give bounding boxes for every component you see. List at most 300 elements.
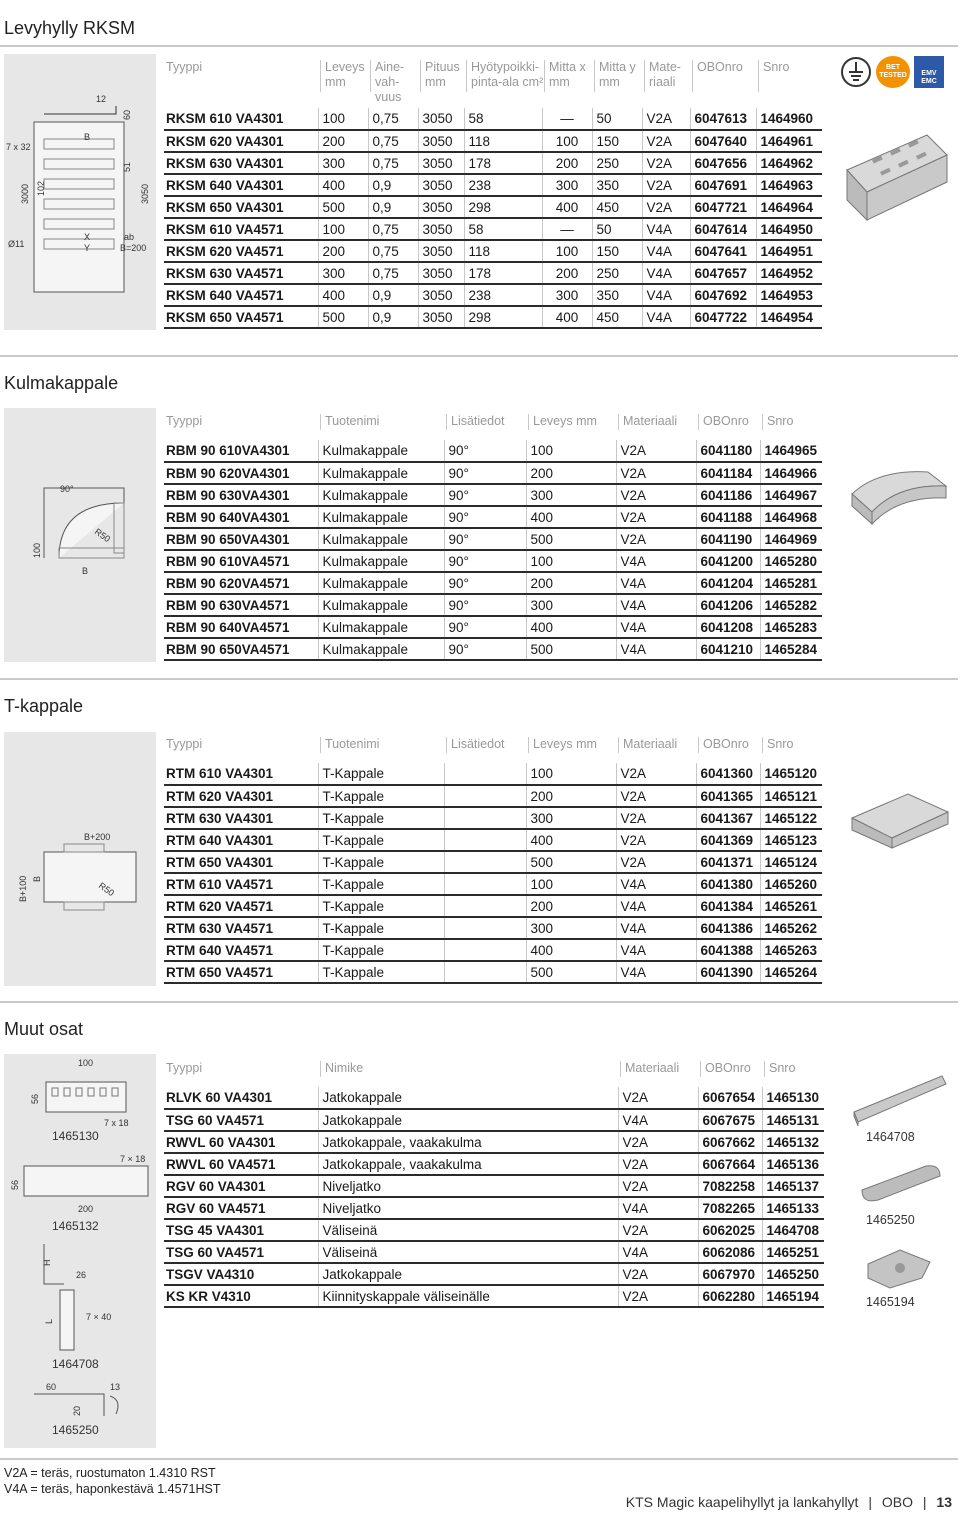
table-cell: 6047691 xyxy=(690,174,756,196)
table-cell: 6067970 xyxy=(698,1263,762,1285)
table-cell: 1464961 xyxy=(756,130,822,152)
column-header: Tuotenimi xyxy=(320,737,446,753)
dim-13: 13 xyxy=(110,1382,121,1392)
table-cell: V4A xyxy=(616,638,696,660)
table-cell: V4A xyxy=(642,306,690,328)
table-row xyxy=(164,807,822,829)
table-cell: V2A xyxy=(618,1263,698,1285)
table-cell: 300 xyxy=(318,152,368,174)
table-row xyxy=(164,174,822,196)
table-cell: 6041371 xyxy=(696,851,760,873)
table-row xyxy=(164,130,822,152)
table-cell: 6067675 xyxy=(698,1109,762,1131)
table-cell: 100 xyxy=(542,240,592,262)
table-cell: 6041204 xyxy=(696,572,760,594)
table-cell: RWVL 60 VA4301 xyxy=(164,1131,318,1153)
table-cell xyxy=(444,895,526,917)
dim-56b: 56 xyxy=(10,1179,20,1190)
code-1465250: 1465250 xyxy=(52,1423,99,1437)
table-cell: 6041384 xyxy=(696,895,760,917)
table-cell: 1465281 xyxy=(760,572,822,594)
dim-60: 60 xyxy=(46,1382,57,1392)
table-row xyxy=(164,284,822,306)
column-header: Lisätiedot xyxy=(446,414,528,430)
column-header: OBOnro xyxy=(692,60,758,92)
table-cell: T-Kappale xyxy=(318,807,444,829)
table-row xyxy=(164,1219,824,1241)
table-cell: TSGV VA4310 xyxy=(164,1263,318,1285)
table-row xyxy=(164,763,822,785)
table-cell: 50 xyxy=(592,218,642,240)
table-row xyxy=(164,895,822,917)
column-header: Tyyppi xyxy=(166,1061,203,1075)
table-cell: V2A xyxy=(616,829,696,851)
column-header: Lisätiedot xyxy=(446,737,528,753)
dim-100: 100 xyxy=(78,1058,94,1068)
column-header: Leveys mm xyxy=(320,60,370,92)
section-title-muut: Muut osat xyxy=(4,1019,84,1039)
product-photo-corner xyxy=(848,464,952,528)
table-cell xyxy=(444,917,526,939)
table-cell: 200 xyxy=(526,895,616,917)
dim-B200: B+200 xyxy=(84,832,111,842)
table-cell: V2A xyxy=(642,130,690,152)
table-cell: 3050 xyxy=(418,152,464,174)
table-cell: 0,75 xyxy=(368,152,418,174)
table-cell: V4A xyxy=(642,262,690,284)
table-cell: V2A xyxy=(616,807,696,829)
table-cell: 6041184 xyxy=(696,462,760,484)
photo-label-1464708: 1464708 xyxy=(866,1130,915,1144)
table-cell: 1465280 xyxy=(760,550,822,572)
table-cell: Jatkokappale, vaakakulma xyxy=(318,1153,618,1175)
table-cell: 100 xyxy=(318,218,368,240)
table-cell: RKSM 610 VA4301 xyxy=(164,108,318,130)
table-cell: 300 xyxy=(542,174,592,196)
table-cell: 238 xyxy=(464,284,542,306)
table-cell: 6041365 xyxy=(696,785,760,807)
table-cell: V4A xyxy=(616,594,696,616)
column-header: Pituus mm xyxy=(420,60,466,92)
table-row xyxy=(164,1153,824,1175)
table-cell: V2A xyxy=(618,1219,698,1241)
dim-R50: R50 xyxy=(92,526,113,545)
table-header-muut xyxy=(166,1061,826,1077)
table-cell: Kiinnityskappale väliseinälle xyxy=(318,1285,618,1307)
column-header: Mitta x mm xyxy=(544,60,594,92)
table-row xyxy=(164,550,822,572)
table-cell: 1464960 xyxy=(756,108,822,130)
table-cell: 0,9 xyxy=(368,196,418,218)
table-cell: 300 xyxy=(526,484,616,506)
column-header: Hyötypoikki-pinta-ala cm² xyxy=(466,60,544,92)
table-cell: 6041208 xyxy=(696,616,760,638)
dim-B100: B+100 xyxy=(18,875,28,902)
table-cell: 3050 xyxy=(418,240,464,262)
table-cell: 90° xyxy=(444,528,526,550)
table-cell: RTM 610 VA4301 xyxy=(164,763,318,785)
table-cell: Jatkokappale xyxy=(318,1109,618,1131)
table-cell: 6041206 xyxy=(696,594,760,616)
table-cell: RTM 620 VA4301 xyxy=(164,785,318,807)
table-cell: RKSM 640 VA4301 xyxy=(164,174,318,196)
dim-H: H xyxy=(42,1259,52,1266)
table-cell: 1465250 xyxy=(762,1263,824,1285)
table-cell: T-Kappale xyxy=(318,829,444,851)
table-cell: T-Kappale xyxy=(318,939,444,961)
table-cell: 90° xyxy=(444,440,526,462)
table-cell: — xyxy=(542,218,592,240)
column-header: Materiaali xyxy=(618,737,698,753)
table-cell: 90° xyxy=(444,594,526,616)
table-cell: 1465251 xyxy=(762,1241,824,1263)
table-cell: Kulmakappale xyxy=(318,440,444,462)
table-row xyxy=(164,594,822,616)
table-cell: 400 xyxy=(542,196,592,218)
table-cell: 6041200 xyxy=(696,550,760,572)
table-cell: Jatkokappale, vaakakulma xyxy=(318,1131,618,1153)
table-cell: 298 xyxy=(464,196,542,218)
table-cell: 400 xyxy=(526,829,616,851)
table-cell: 7082265 xyxy=(698,1197,762,1219)
table-cell: 90° xyxy=(444,638,526,660)
table-row xyxy=(164,1197,824,1219)
table-cell: RBM 90 650VA4571 xyxy=(164,638,318,660)
table-cell: RWVL 60 VA4571 xyxy=(164,1153,318,1175)
table-cell: 6047721 xyxy=(690,196,756,218)
dim-7x18a: 7 x 18 xyxy=(104,1118,129,1128)
table-row xyxy=(164,1109,824,1131)
table-cell: 300 xyxy=(318,262,368,284)
table-cell: 1464953 xyxy=(756,284,822,306)
table-cell: 3050 xyxy=(418,218,464,240)
table-cell: 200 xyxy=(318,130,368,152)
table-cell: 298 xyxy=(464,306,542,328)
column-header: Snro xyxy=(764,1061,826,1077)
table-cell: 150 xyxy=(592,240,642,262)
table-cell: 1465136 xyxy=(762,1153,824,1175)
table-cell: 6041210 xyxy=(696,638,760,660)
table-cell: V4A xyxy=(616,917,696,939)
table-cell: 3050 xyxy=(418,196,464,218)
table-cell: 3050 xyxy=(418,284,464,306)
table-cell: 1465282 xyxy=(760,594,822,616)
table-cell: 300 xyxy=(526,807,616,829)
table-cell: 90° xyxy=(444,484,526,506)
table-cell: RTM 640 VA4301 xyxy=(164,829,318,851)
table-cell: 3050 xyxy=(418,108,464,130)
table-cell: RTM 620 VA4571 xyxy=(164,895,318,917)
table-cell: 400 xyxy=(526,616,616,638)
table-header-levyhylly xyxy=(166,60,824,104)
table-row xyxy=(164,440,822,462)
table-cell: RKSM 620 VA4301 xyxy=(164,130,318,152)
table-row xyxy=(164,196,822,218)
table-cell: 1464968 xyxy=(760,506,822,528)
table-cell: 6047656 xyxy=(690,152,756,174)
table-cell: 200 xyxy=(542,262,592,284)
table-cell xyxy=(444,763,526,785)
table-row xyxy=(164,616,822,638)
column-header: Mate-riaali xyxy=(644,60,692,92)
table-cell: V2A xyxy=(616,763,696,785)
footer-text: KTS Magic kaapelihyllyt ja lankahyllyt xyxy=(625,1494,859,1510)
section-rule xyxy=(0,355,958,357)
table-cell: RKSM 620 VA4571 xyxy=(164,240,318,262)
table-cell: 300 xyxy=(526,917,616,939)
dim-B: B xyxy=(84,132,91,142)
dim-Y: Y xyxy=(84,243,91,253)
table-row xyxy=(164,108,822,130)
table-cell: — xyxy=(542,108,592,130)
drawing-muut xyxy=(4,1054,156,1448)
dim-3050: 3050 xyxy=(140,183,150,204)
table-cell: RBM 90 610VA4301 xyxy=(164,440,318,462)
footer-brand: OBO xyxy=(881,1494,913,1510)
table-cell: V2A xyxy=(616,440,696,462)
photo-label-1465250: 1465250 xyxy=(866,1213,915,1227)
table-cell: 400 xyxy=(542,306,592,328)
certification-icons xyxy=(840,56,944,88)
dim-R50: R50 xyxy=(96,880,117,899)
table-cell: 6047614 xyxy=(690,218,756,240)
table-cell: RKSM 610 VA4571 xyxy=(164,218,318,240)
table-kulmakappale xyxy=(164,440,822,661)
table-cell: TSG 60 VA4571 xyxy=(164,1109,318,1131)
table-cell: V2A xyxy=(642,152,690,174)
table-cell: 178 xyxy=(464,262,542,284)
table-cell: Väliseinä xyxy=(318,1241,618,1263)
table-row xyxy=(164,484,822,506)
table-cell: 0,9 xyxy=(368,284,418,306)
table-cell: 0,9 xyxy=(368,306,418,328)
table-cell: 1464952 xyxy=(756,262,822,284)
dim-7x18b: 7 × 18 xyxy=(120,1154,146,1164)
table-cell: 400 xyxy=(526,506,616,528)
table-cell: TSG 45 VA4301 xyxy=(164,1219,318,1241)
drawing-kulmakappale xyxy=(4,408,156,662)
code-1465132: 1465132 xyxy=(52,1219,99,1233)
table-cell: V2A xyxy=(642,196,690,218)
dim-51: 51 xyxy=(122,161,132,172)
table-cell: 6062086 xyxy=(698,1241,762,1263)
table-cell: 90° xyxy=(444,462,526,484)
table-cell: 6041360 xyxy=(696,763,760,785)
table-cell: 0,75 xyxy=(368,130,418,152)
table-cell: V4A xyxy=(618,1241,698,1263)
dim-7x40: 7 × 40 xyxy=(86,1312,112,1322)
table-cell: 350 xyxy=(592,174,642,196)
table-cell: 7082258 xyxy=(698,1175,762,1197)
product-photo-connector xyxy=(856,1160,946,1208)
table-cell: V4A xyxy=(642,284,690,306)
table-cell: Kulmakappale xyxy=(318,506,444,528)
table-cell xyxy=(444,873,526,895)
table-cell: 6041386 xyxy=(696,917,760,939)
table-cell: 400 xyxy=(526,939,616,961)
table-cell: RKSM 650 VA4301 xyxy=(164,196,318,218)
table-cell: V4A xyxy=(642,218,690,240)
table-cell: 1464962 xyxy=(756,152,822,174)
table-cell: Kulmakappale xyxy=(318,638,444,660)
table-cell: 100 xyxy=(526,550,616,572)
table-row xyxy=(164,917,822,939)
table-cell: 6041388 xyxy=(696,939,760,961)
table-row xyxy=(164,785,822,807)
table-cell: 1465260 xyxy=(760,873,822,895)
table-cell: V4A xyxy=(618,1109,698,1131)
column-header: OBOnro xyxy=(700,1061,764,1077)
dim-56a: 56 xyxy=(30,1093,40,1104)
product-photo-tee xyxy=(848,788,952,852)
product-photo-tray xyxy=(842,130,952,230)
table-cell: 400 xyxy=(318,174,368,196)
table-cell: 100 xyxy=(526,873,616,895)
table-cell: T-Kappale xyxy=(318,851,444,873)
table-cell: 58 xyxy=(464,218,542,240)
table-row xyxy=(164,572,822,594)
table-cell: 200 xyxy=(318,240,368,262)
column-header: Mitta y mm xyxy=(594,60,644,92)
table-header-tkappale xyxy=(166,737,824,753)
table-cell: 6062025 xyxy=(698,1219,762,1241)
table-cell: 118 xyxy=(464,240,542,262)
table-cell: V4A xyxy=(616,616,696,638)
table-row xyxy=(164,306,822,328)
table-cell xyxy=(444,851,526,873)
table-cell: T-Kappale xyxy=(318,785,444,807)
table-cell: RTM 630 VA4571 xyxy=(164,917,318,939)
table-cell: 1464708 xyxy=(762,1219,824,1241)
table-cell: 6041367 xyxy=(696,807,760,829)
table-row xyxy=(164,262,822,284)
table-row xyxy=(164,528,822,550)
table-row xyxy=(164,939,822,961)
table-row xyxy=(164,1131,824,1153)
table-cell: 6047722 xyxy=(690,306,756,328)
table-cell: 50 xyxy=(592,108,642,130)
column-header: OBOnro xyxy=(698,737,762,753)
table-cell: RKSM 630 VA4571 xyxy=(164,262,318,284)
table-cell: V2A xyxy=(616,528,696,550)
section-rule xyxy=(0,678,958,680)
table-cell xyxy=(444,807,526,829)
table-cell: V4A xyxy=(616,961,696,983)
table-cell: 150 xyxy=(592,130,642,152)
table-cell: 350 xyxy=(592,284,642,306)
table-cell: 0,9 xyxy=(368,174,418,196)
table-cell: 238 xyxy=(464,174,542,196)
table-cell: 1465133 xyxy=(762,1197,824,1219)
table-cell: 250 xyxy=(592,152,642,174)
table-cell: V2A xyxy=(642,174,690,196)
section-title-tkappale: T-kappale xyxy=(4,696,84,716)
table-cell: V2A xyxy=(618,1087,698,1109)
table-cell xyxy=(444,829,526,851)
column-header: Materiaali xyxy=(618,414,698,430)
table-cell: RGV 60 VA4301 xyxy=(164,1175,318,1197)
product-photo-partition xyxy=(850,1068,950,1128)
table-cell: TSG 60 VA4571 xyxy=(164,1241,318,1263)
table-cell: 500 xyxy=(526,638,616,660)
column-header: Nimike xyxy=(320,1061,620,1077)
table-cell: Jatkokappale xyxy=(318,1087,618,1109)
table-cell: 500 xyxy=(318,306,368,328)
page-number: 13 xyxy=(936,1494,952,1510)
table-row xyxy=(164,638,822,660)
table-cell: RBM 90 650VA4301 xyxy=(164,528,318,550)
table-cell: 1465121 xyxy=(760,785,822,807)
table-cell: T-Kappale xyxy=(318,763,444,785)
table-cell: 1464969 xyxy=(760,528,822,550)
dim-7x32: 7 x 32 xyxy=(6,142,31,152)
table-cell: V2A xyxy=(618,1175,698,1197)
table-cell: 1465263 xyxy=(760,939,822,961)
table-cell: 200 xyxy=(526,462,616,484)
column-header: Snro xyxy=(762,414,824,430)
table-cell: Kulmakappale xyxy=(318,462,444,484)
table-cell: 0,75 xyxy=(368,262,418,284)
table-cell: 500 xyxy=(526,961,616,983)
table-cell: 500 xyxy=(526,528,616,550)
table-cell: 6062280 xyxy=(698,1285,762,1307)
table-cell: V2A xyxy=(642,108,690,130)
table-row xyxy=(164,1087,824,1109)
table-cell: 0,75 xyxy=(368,240,418,262)
table-cell: 500 xyxy=(526,851,616,873)
table-header-kulmakappale xyxy=(166,414,824,430)
table-cell: KS KR V4310 xyxy=(164,1285,318,1307)
table-cell: 90° xyxy=(444,506,526,528)
table-cell: Väliseinä xyxy=(318,1219,618,1241)
dim-90deg: 90° xyxy=(60,484,74,494)
table-cell: 1464951 xyxy=(756,240,822,262)
table-cell: V2A xyxy=(618,1285,698,1307)
table-cell: 6067664 xyxy=(698,1153,762,1175)
table-cell: 100 xyxy=(542,130,592,152)
table-cell: 1465120 xyxy=(760,763,822,785)
column-header: Tyyppi xyxy=(166,60,203,74)
column-header: Leveys mm xyxy=(528,414,618,430)
column-header: OBOnro xyxy=(698,414,762,430)
section-title-levyhylly: Levyhylly RKSM xyxy=(4,18,136,38)
table-cell: V4A xyxy=(642,240,690,262)
photo-label-1465194: 1465194 xyxy=(866,1295,915,1309)
table-row xyxy=(164,1285,824,1307)
table-cell: 3050 xyxy=(418,130,464,152)
table-cell: RBM 90 610VA4571 xyxy=(164,550,318,572)
dim-60: 60 xyxy=(122,109,132,120)
table-cell: RTM 650 VA4571 xyxy=(164,961,318,983)
table-cell: RTM 640 VA4571 xyxy=(164,939,318,961)
table-cell: 3050 xyxy=(418,262,464,284)
table-cell: 1465123 xyxy=(760,829,822,851)
section-title-kulmakappale: Kulmakappale xyxy=(4,373,119,393)
table-cell: RBM 90 630VA4571 xyxy=(164,594,318,616)
table-cell: 1464963 xyxy=(756,174,822,196)
table-cell: 6041369 xyxy=(696,829,760,851)
table-cell: V4A xyxy=(616,895,696,917)
dim-B200: B=200 xyxy=(120,243,147,253)
dim-L: L xyxy=(44,1318,54,1324)
product-photo-clamp xyxy=(860,1244,940,1294)
column-header: Tyyppi xyxy=(166,414,203,428)
table-cell: 1465137 xyxy=(762,1175,824,1197)
footnote-v4a: V4A = teräs, haponkestävä 1.4571HST xyxy=(4,1482,221,1496)
table-row xyxy=(164,829,822,851)
table-row xyxy=(164,873,822,895)
table-cell: 6047692 xyxy=(690,284,756,306)
